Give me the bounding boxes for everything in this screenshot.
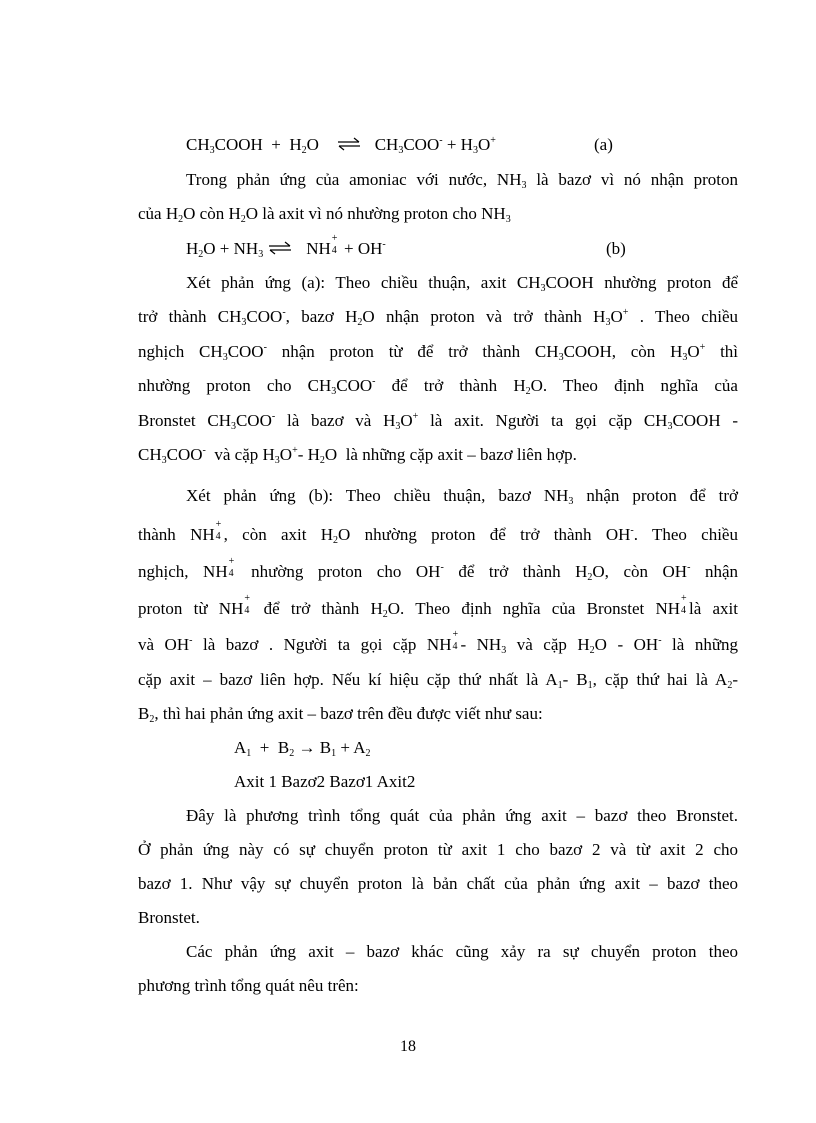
paragraph-3-line-3: nghịch, NH + 4 nhường proton cho OH- để trở thành $H_2O$, còn OH- nhận	[138, 556, 739, 583]
paragraph-2-line-5: Bronstet $CH_3COO^-$ là bazơ và $H_3O^+$ là axit. Người ta gọi cặp $CH_3COOH$ -	[138, 411, 739, 432]
paragraph-2-line-6: $CH_3COO^-$ và cặp $H_3O^+-$ $H_2O$ là những cặp axit – bazơ liên hợp.	[138, 445, 577, 466]
paragraph-3-line-1: Xét phản ứng (b): Theo chiều thuận, bazơ $NH_3$ nhận proton để trở	[186, 486, 739, 507]
paragraph-1-line-2: của $H_2O$ còn $H_2O$ là axit vì nó nhường proton cho $NH_3$	[138, 204, 511, 225]
equation-a-label: (a)	[594, 135, 613, 154]
paragraph-4-line-1: Đây là phương trình tổng quát của phản ứng axit – bazơ theo Bronstet.	[186, 806, 738, 825]
page-number: 18	[400, 1038, 416, 1055]
paragraph-3-line-2: thành NH + 4 , còn axit $H_2O$ nhường proton để trở thành OH-. Theo chiều	[138, 519, 738, 546]
paragraph-2-line-2: trở thành $CH_3COO^-$, bazơ $H_2O$ nhận proton và trở thành $H_3O^+$ . Theo chiều	[138, 307, 739, 328]
paragraph-1-line-1: Trong phản ứng của amoniac với nước, $NH_3$ là bazơ vì nó nhận proton	[186, 170, 738, 191]
paragraph-3-line-6: cặp axit – bazơ liên hợp. Nếu kí hiệu cặp thứ nhất là $A_1-$ $B_1$, cặp thứ hai là $A_2-$	[138, 670, 738, 691]
equation-b: $H_2O + NH_3$ NH + 4 + OH- (b)	[186, 233, 626, 260]
general-equation: $A_1 + B_2 \to B_1 + A_2$	[234, 738, 371, 759]
paragraph-4-line-4: Bronstet.	[138, 908, 200, 927]
paragraph-5-line-1: Các phản ứng axit – bazơ khác cũng xảy ra sự chuyển proton theo	[186, 942, 738, 961]
paragraph-2-line-1: Xét phản ứng (a): Theo chiều thuận, axit $CH_3COOH$ nhường proton để	[186, 273, 739, 294]
equation-a: $CH_3COOH + H_2O$ $CH_3COO^- + H_3O^+$ (a)	[186, 135, 613, 156]
paragraph-4-line-3: bazơ 1. Như vậy sự chuyển proton là bản chất của phản ứng axit – bazơ theo	[138, 874, 738, 893]
paragraph-3-line-7: $B_2$, thì hai phản ứng axit – bazơ trên đều được viết như sau:	[138, 704, 543, 725]
paragraph-3-line-4: proton từ NH + 4 để trở thành $H_2O$. Theo định nghĩa của Bronstet NH + 4 là axit	[138, 593, 739, 620]
general-equation-labels: Axit 1 Bazơ2 Bazơ1 Axit2	[234, 772, 416, 791]
equilibrium-arrow-icon	[267, 241, 293, 255]
paragraph-4-line-2: Ở phản ứng này có sự chuyển proton từ axit 1 cho bazơ 2 và từ axit 2 cho	[138, 840, 738, 859]
paragraph-2-line-3: nghịch $CH_3COO^-$ nhận proton từ để trở thành $CH_3COOH$, còn $H_3O^+$ thì	[138, 342, 739, 363]
paragraph-5-line-2: phương trình tổng quát nêu trên:	[138, 976, 359, 995]
paragraph-3-line-5: và OH- là bazơ . Người ta gọi cặp NH + 4 - $NH_3$ và cặp $H_2O - OH^-$ là những	[138, 629, 739, 656]
equation-b-label: (b)	[606, 239, 626, 258]
paragraph-2-line-4: nhường proton cho $CH_3COO^-$ để trở thành $H_2O$. Theo định nghĩa của	[138, 376, 738, 397]
equilibrium-arrow-icon	[336, 137, 362, 151]
